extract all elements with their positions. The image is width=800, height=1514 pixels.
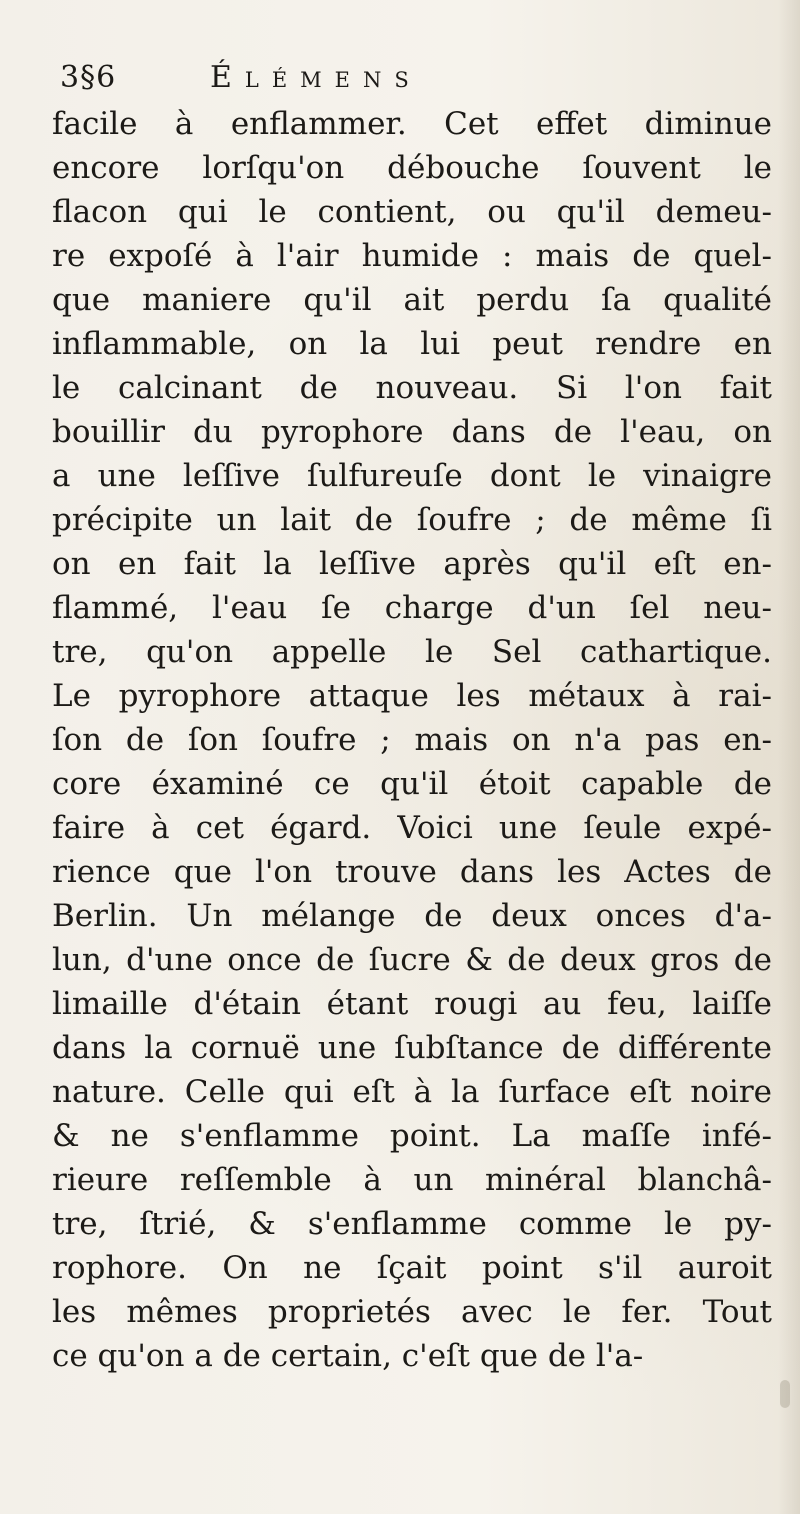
running-title: Élémens <box>210 60 422 95</box>
text-line: flammé, l'eau ſe charge d'un ſel neu- <box>52 590 772 626</box>
text-line: rieure reſſemble à un minéral blanchâ- <box>52 1162 772 1198</box>
text-line: nature. Celle qui eſt à la ſurface eſt noire <box>52 1074 772 1110</box>
text-line: core éxaminé ce qu'il étoit capable de <box>52 766 772 802</box>
text-line: précipite un lait de ſoufre ; de même ſi <box>52 502 772 538</box>
text-line: rience que l'on trouve dans les Actes de <box>52 854 772 890</box>
text-line: Berlin. Un mélange de deux onces d'a- <box>52 898 772 934</box>
text-line: lun, d'une once de ſucre & de deux gros de <box>52 942 772 978</box>
text-line: inflammable, on la lui peut rendre en <box>52 326 772 362</box>
text-line: bouillir du pyrophore dans de l'eau, on <box>52 414 772 450</box>
text-line: le calcinant de nouveau. Si l'on fait <box>52 370 772 406</box>
text-line: limaille d'étain étant rougi au feu, laiſſe <box>52 986 772 1022</box>
ink-smudge <box>780 1380 790 1408</box>
page-header <box>60 58 760 98</box>
text-line: & ne s'enflamme point. La maſſe infé- <box>52 1118 772 1154</box>
text-line: tre, qu'on appelle le Sel cathartique. <box>52 634 772 670</box>
text-line: facile à enflammer. Cet effet diminue <box>52 106 772 142</box>
text-line: flacon qui le contient, ou qu'il demeu- <box>52 194 772 230</box>
text-line: on en fait la leſſive après qu'il eſt en- <box>52 546 772 582</box>
text-line: encore lorſqu'on débouche ſouvent le <box>52 150 772 186</box>
text-line: dans la cornuë une ſubſtance de différente <box>52 1030 772 1066</box>
text-line: que maniere qu'il ait perdu ſa qualité <box>52 282 772 318</box>
text-line: les mêmes proprietés avec le fer. Tout <box>52 1294 772 1330</box>
text-line: faire à cet égard. Voici une ſeule expé- <box>52 810 772 846</box>
text-line: rophore. On ne ſçait point s'il auroit <box>52 1250 772 1286</box>
text-line: re expoſé à l'air humide : mais de quel- <box>52 238 772 274</box>
text-line: Le pyrophore attaque les métaux à rai- <box>52 678 772 714</box>
text-line: ce qu'on a de certain, c'eſt que de l'a- <box>52 1338 644 1374</box>
text-line: a une leſſive ſulfureuſe dont le vinaigre <box>52 458 772 494</box>
page-number: 3§6 <box>60 60 117 95</box>
page-edge-shadow <box>778 0 800 1514</box>
text-line: tre, ſtrié, & s'enflamme comme le py- <box>52 1206 772 1242</box>
text-line: ſon de ſon ſoufre ; mais on n'a pas en- <box>52 722 772 758</box>
body-text <box>52 102 772 1378</box>
